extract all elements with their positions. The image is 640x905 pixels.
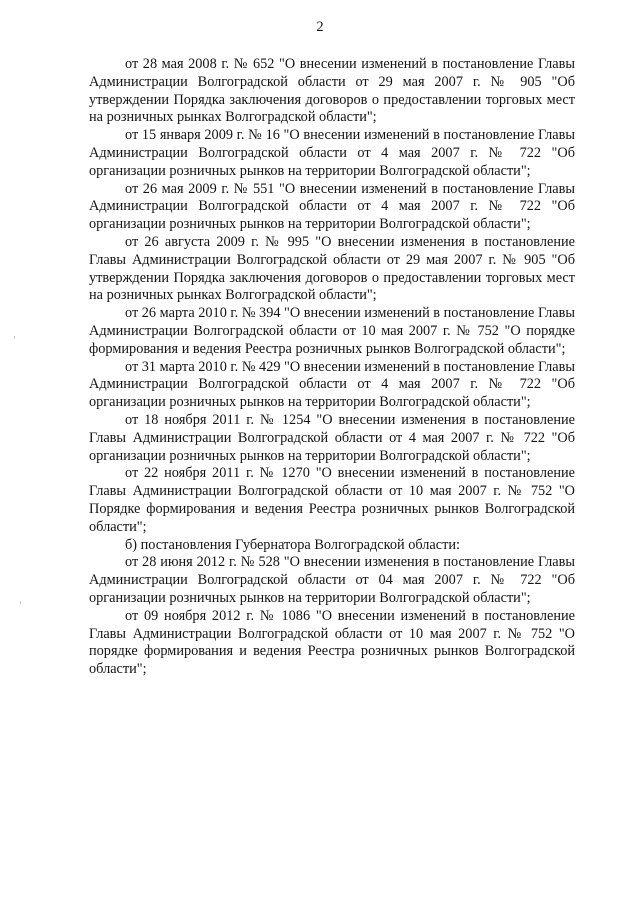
document-paragraph: от 28 мая 2008 г. № 652 "О внесении изменений в постановление Главы Администрации Волгоградской области от 29 мая 2007 г. № 905 "Об утверждении Порядка заключения договоров о предоставлении торговых мест на розничных рынках Волгоградской области"; bbox=[89, 56, 575, 126]
document-paragraph: от 28 июня 2012 г. № 528 "О внесении изменения в постановление Главы Администрации Волгоградской области от 04 мая 2007 г. № 722 "Об организации розничных рынков на территории Волгоградской области"; bbox=[89, 554, 575, 606]
page-number: 2 bbox=[316, 19, 324, 35]
document-paragraph: от 31 марта 2010 г. № 429 "О внесении изменений в постановление Главы Администрации Волгоградской области от 4 мая 2007 г. № 722 "Об организации розничных рынков на территории Волгоградской области"; bbox=[89, 358, 575, 411]
document-paragraph: от 26 марта 2010 г. № 394 "О внесении изменений в постановление Главы Администрации Волгоградской области от 10 мая 2007 г. № 752 "О порядке формирования и ведения Реестра розничных рынков Волгоградской области"; bbox=[89, 305, 575, 357]
document-paragraph: от 15 января 2009 г. № 16 "О внесении изменений в постановление Главы Администрации Волгоградской области от 4 мая 2007 г. № 722 "Об организации розничных рынков на территории Волгоградской области"; bbox=[89, 127, 575, 179]
document-paragraph: от 09 ноября 2012 г. № 1086 "О внесении изменений в постановление Главы Администрации Волгоградской области от 10 мая 2007 г. № 752 "О порядке формирования и ведения Реестра розничных рынков Волгоградской области"; bbox=[89, 607, 575, 678]
scan-artifact bbox=[20, 601, 21, 604]
document-paragraph: от 26 мая 2009 г. № 551 "О внесении изменений в постановление Главы Администрации Волгоградской области от 4 мая 2007 г. № 722 "Об организации розничных рынков на территории Волгоградской области"; bbox=[89, 180, 575, 233]
document-paragraph: от 26 августа 2009 г. № 995 "О внесении изменения в постановление Главы Администрации Волгоградской области от 29 мая 2007 г. № 905 "Об утверждении Порядка заключения договоров о предоставлении торговых мест на розничных рынках Волгоградской области"; bbox=[89, 233, 575, 304]
document-paragraph: от 18 ноября 2011 г. № 1254 "О внесении изменения в постановление Главы Администрации Волгоградской области от 4 мая 2007 г. № 722 "Об организации розничных рынков на территории Волгоградской области"; bbox=[89, 411, 575, 464]
document-paragraph: от 22 ноября 2011 г. № 1270 "О внесении изменений в постановление Главы Администрации Волгоградской области от 10 мая 2007 г. № 752 "О Порядке формирования и ведения Реестра розничных рынков Волгоградской области"; bbox=[89, 465, 575, 535]
document-paragraph: б) постановления Губернатора Волгоградской области: bbox=[125, 536, 460, 553]
scan-artifact bbox=[14, 336, 15, 339]
document-body bbox=[89, 56, 575, 679]
